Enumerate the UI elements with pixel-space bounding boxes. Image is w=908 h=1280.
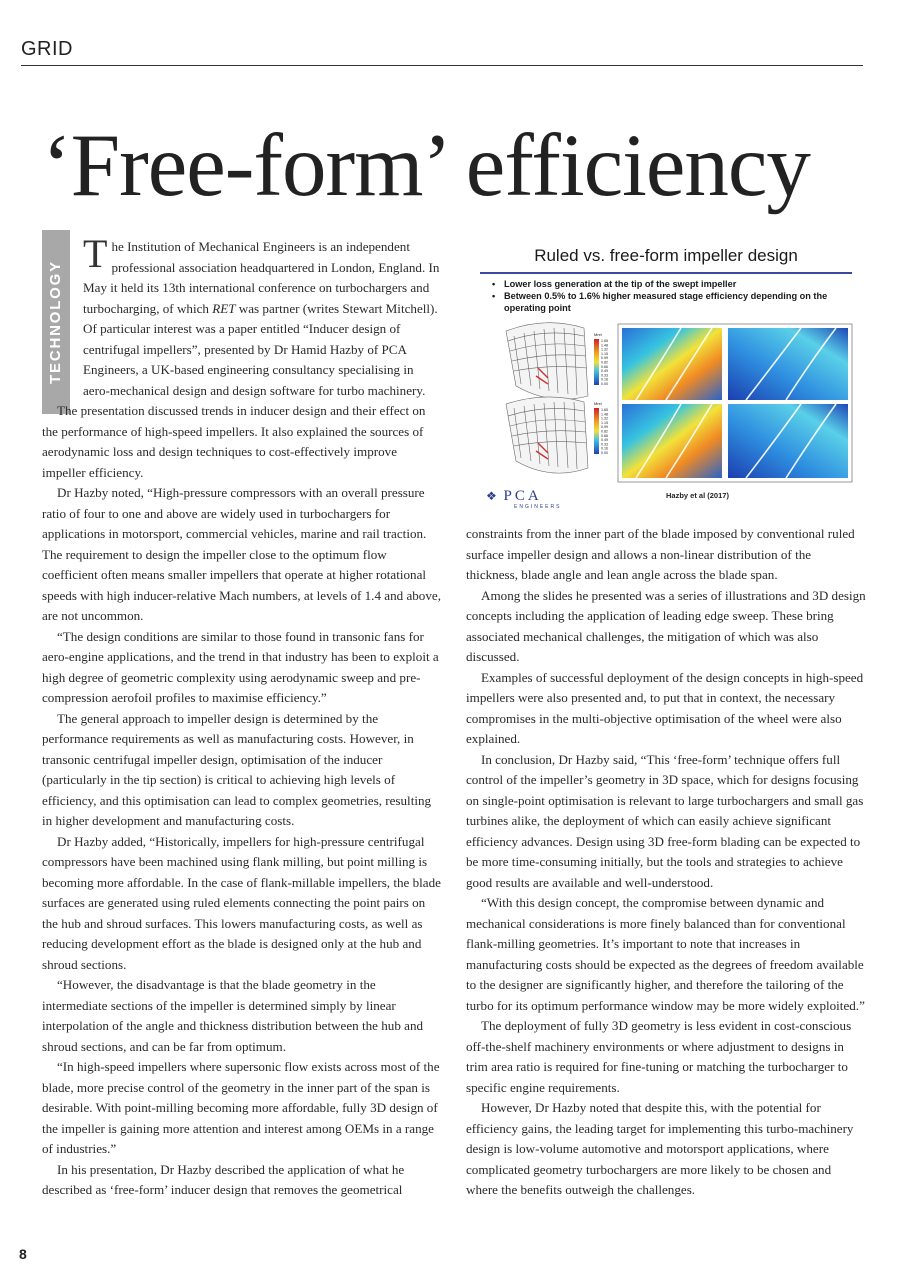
pca-logo	[486, 488, 542, 505]
body-paragraph: Dr Hazby noted, “High-pressure compressors with an overall pressure ratio of four to one and above are widely used in turbochargers for applications in motorsport, commercial vehicles, marine and rail traction. The requirement to design the impeller close to the optimum flow coefficient often means smaller impellers that operate at higher rotational speeds with high inducer-relative Mach numbers, at levels of 1.4 and above, are not uncommon.	[42, 485, 441, 623]
colour-scale-tick: 1.32	[601, 416, 608, 421]
colour-scale-tick: 1.48	[601, 343, 608, 348]
colour-scale-top	[594, 339, 599, 385]
body-paragraph: Dr Hazby added, “Historically, impellers for high-pressure centrifugal compressors have been machined using flank milling, but point milling is becoming more affordable. In the case of flank-millable impellers, the blade surfaces are generated using ruled elements connecting the point pairs on the hub and shroud surfaces. This lowers manufacturing costs, as well as reducing development effort as the blade is designed only at the hub and shroud sections.	[42, 833, 441, 972]
colour-scale-tick: 0.99	[601, 356, 608, 361]
colour-scale-tick: 0.00	[601, 382, 608, 386]
colour-scale-tick: 0.66	[601, 364, 608, 369]
pca-logo-mark: ❖	[486, 489, 497, 503]
body-paragraph: “The design conditions are similar to those found in transonic fans for aero-engine applications, and the trend in that industry has been to exploit a high degree of geometric complexity using aerodynamic sweep and pre-compression aerofoil profiles to maximise efficiency.”	[42, 628, 439, 705]
impeller-illustration	[476, 236, 856, 514]
intro-text-rest: was partner (writes Stewart Mitchell). Of particular interest was a paper entitled “Inducer design of centrifugal impellers”, presented by Dr Hamid Hazby of PCA Engineers, a UK-based engineering consultancy specialising in aero-mechanical design and design software for turbo machinery.	[83, 300, 438, 398]
body-paragraph: The general approach to impeller design is determined by the performance requirements as well as manufacturing costs. However, in transonic centrifugal impeller design, optimisation of the inducer (particularly in the tip section) is critical to achieving high levels of efficiency, and this optimisation can lead to complex geometries, resulting in higher development and manufacturing costs.	[42, 710, 432, 828]
colour-scale-tick: 0.49	[601, 438, 608, 443]
body-paragraph: Examples of successful deployment of the design concepts in high-speed impellers were also presented and, to put that in context, the necessary compromises in the multi-objective optimisation of the wheel were also explained.	[466, 669, 864, 746]
cfd-panel	[728, 328, 848, 400]
figure-title: Ruled vs. free-form impeller design	[534, 246, 798, 265]
colour-scale-tick: 0.16	[601, 377, 608, 382]
pca-logo-sub: ENGINEERS	[514, 504, 562, 510]
body-paragraph: “In high-speed impellers where supersonic flow exists across most of the blade, more precise control of the geometry in the inner part of the span is desirable. With point-milling becoming more affordable, fully 3D design of the impeller is gaining more attention and interest among OEMs in a range of industries.”	[42, 1059, 440, 1156]
colour-scale-tick: 0.66	[601, 433, 608, 438]
header-rule	[21, 65, 863, 66]
section-tag-label: TECHNOLOGY	[47, 260, 64, 384]
body-paragraph: “With this design concept, the compromise between dynamic and mechanical considerations is more finely balanced than for conventional flank-milling geometries. It’s important to note that increases in manufacturing costs should be expected as the degrees of freedom available to the designer are significantly higher, and therefore the tailoring of the turbo for its optimum performance window may be more widely exploited.”	[466, 895, 865, 1013]
colour-scale-tick: 0.49	[601, 369, 608, 374]
colour-scale-tick: 0.33	[601, 373, 608, 378]
colour-scale-tick: 1.15	[601, 420, 608, 425]
colour-scale-tick: 0.33	[601, 442, 608, 447]
colour-scale-tick: 1.48	[601, 412, 608, 417]
colour-scale-title: Mrel	[594, 401, 602, 406]
impeller-wireframe-bottom	[506, 397, 588, 473]
body-paragraph: The deployment of fully 3D geometry is less evident in cost-conscious off-the-shelf machinery environments or where adjustment to designs in trim area ratio is required for fine-tuning or matching the turbocharger to specific engine requirements.	[466, 1018, 852, 1095]
intro-emphasis: RET	[212, 300, 236, 316]
colour-scale-tick: 1.65	[601, 408, 608, 412]
body-paragraph: However, Dr Hazby noted that despite this, with the potential for efficiency gains, the leading target for implementing this turbo-machinery design is low-volume automotive and motorsport applications, where complicated geometry turbochargers are more likely to be chosen and where the benefits outweigh the challenges.	[466, 1100, 854, 1197]
article-title: ‘Free-form’ efficiency	[42, 117, 810, 215]
body-paragraph: In conclusion, Dr Hazby said, “This ‘free-form’ technique offers full control of the impeller’s geometry in 3D space, which for designs focusing on single-point optimisation is relevant to large turbochargers and small gas turbines alike, the deployment of which can easily achieve significant efficiency advances. Design using 3D free-form blading can be expected to be more time-consuming initially, but the tools and strategies to achieve good results are available and well-understood.	[466, 751, 864, 890]
body-paragraph: “However, the disadvantage is that the blade geometry in the intermediate sections of the impeller is determined simply by linear interpolation of the angle and thickness distribution between the hub and shroud sections, and can be far from optimum.	[42, 977, 424, 1054]
intro-paragraph	[42, 231, 442, 401]
colour-scale-tick: 0.99	[601, 425, 608, 430]
intro-text: he Institution of Mechanical Engineers is an independent professional association headquartered in London, England. In May it held its 13th international conference on turbochargers and turbocharging, of which	[83, 239, 440, 316]
colour-scale-tick: 1.15	[601, 351, 608, 356]
body-paragraph: constraints from the inner part of the blade imposed by conventional ruled surface impeller design and allows a non-linear distribution of the thickness, blade angle and lean angle across the blade span.	[466, 526, 855, 582]
body-paragraph: The presentation discussed trends in inducer design and their effect on the performance of high-speed impellers. It also explained the sources of aerodynamic loss and design techniques to cost-effectively improve impeller efficiency.	[42, 403, 426, 480]
figure-bullet: • Lower loss generation at the tip of the swept impeller	[492, 278, 852, 290]
page-number: 8	[19, 1246, 27, 1262]
pca-logo-text: PCA	[503, 488, 542, 504]
body-paragraph: Among the slides he presented was a series of illustrations and 3D design concepts including the application of leading edge sweep. These bring associated mechanical challenges, the mitigation of which was also discussed.	[466, 587, 866, 664]
drop-cap: T	[83, 231, 108, 276]
left-column	[42, 231, 442, 1201]
colour-scale-tick: 1.32	[601, 347, 608, 352]
cfd-panel	[728, 404, 848, 478]
body-paragraph: In his presentation, Dr Hazby described the application of what he described as ‘free-form’ inducer design that removes the geometrical	[42, 1161, 405, 1197]
colour-scale-tick: 0.82	[601, 360, 608, 365]
colour-scale-tick: 0.00	[601, 451, 608, 455]
figure-credit: Hazby et al (2017)	[666, 491, 729, 500]
colour-scale-title: Mrel	[594, 332, 602, 337]
figure-bullet: • Between 0.5% to 1.6% higher measured stage efficiency depending on the operating point	[492, 290, 852, 314]
colour-scale-bottom	[594, 408, 599, 454]
colour-scale-tick: 0.82	[601, 429, 608, 434]
colour-scale-tick: 1.65	[601, 339, 608, 343]
cfd-panel	[622, 404, 722, 478]
colour-scale-tick: 0.16	[601, 446, 608, 451]
impeller-wireframe-top	[506, 323, 588, 400]
section-label: GRID	[21, 38, 73, 60]
right-column	[466, 524, 866, 1201]
figure-slide	[476, 236, 856, 514]
